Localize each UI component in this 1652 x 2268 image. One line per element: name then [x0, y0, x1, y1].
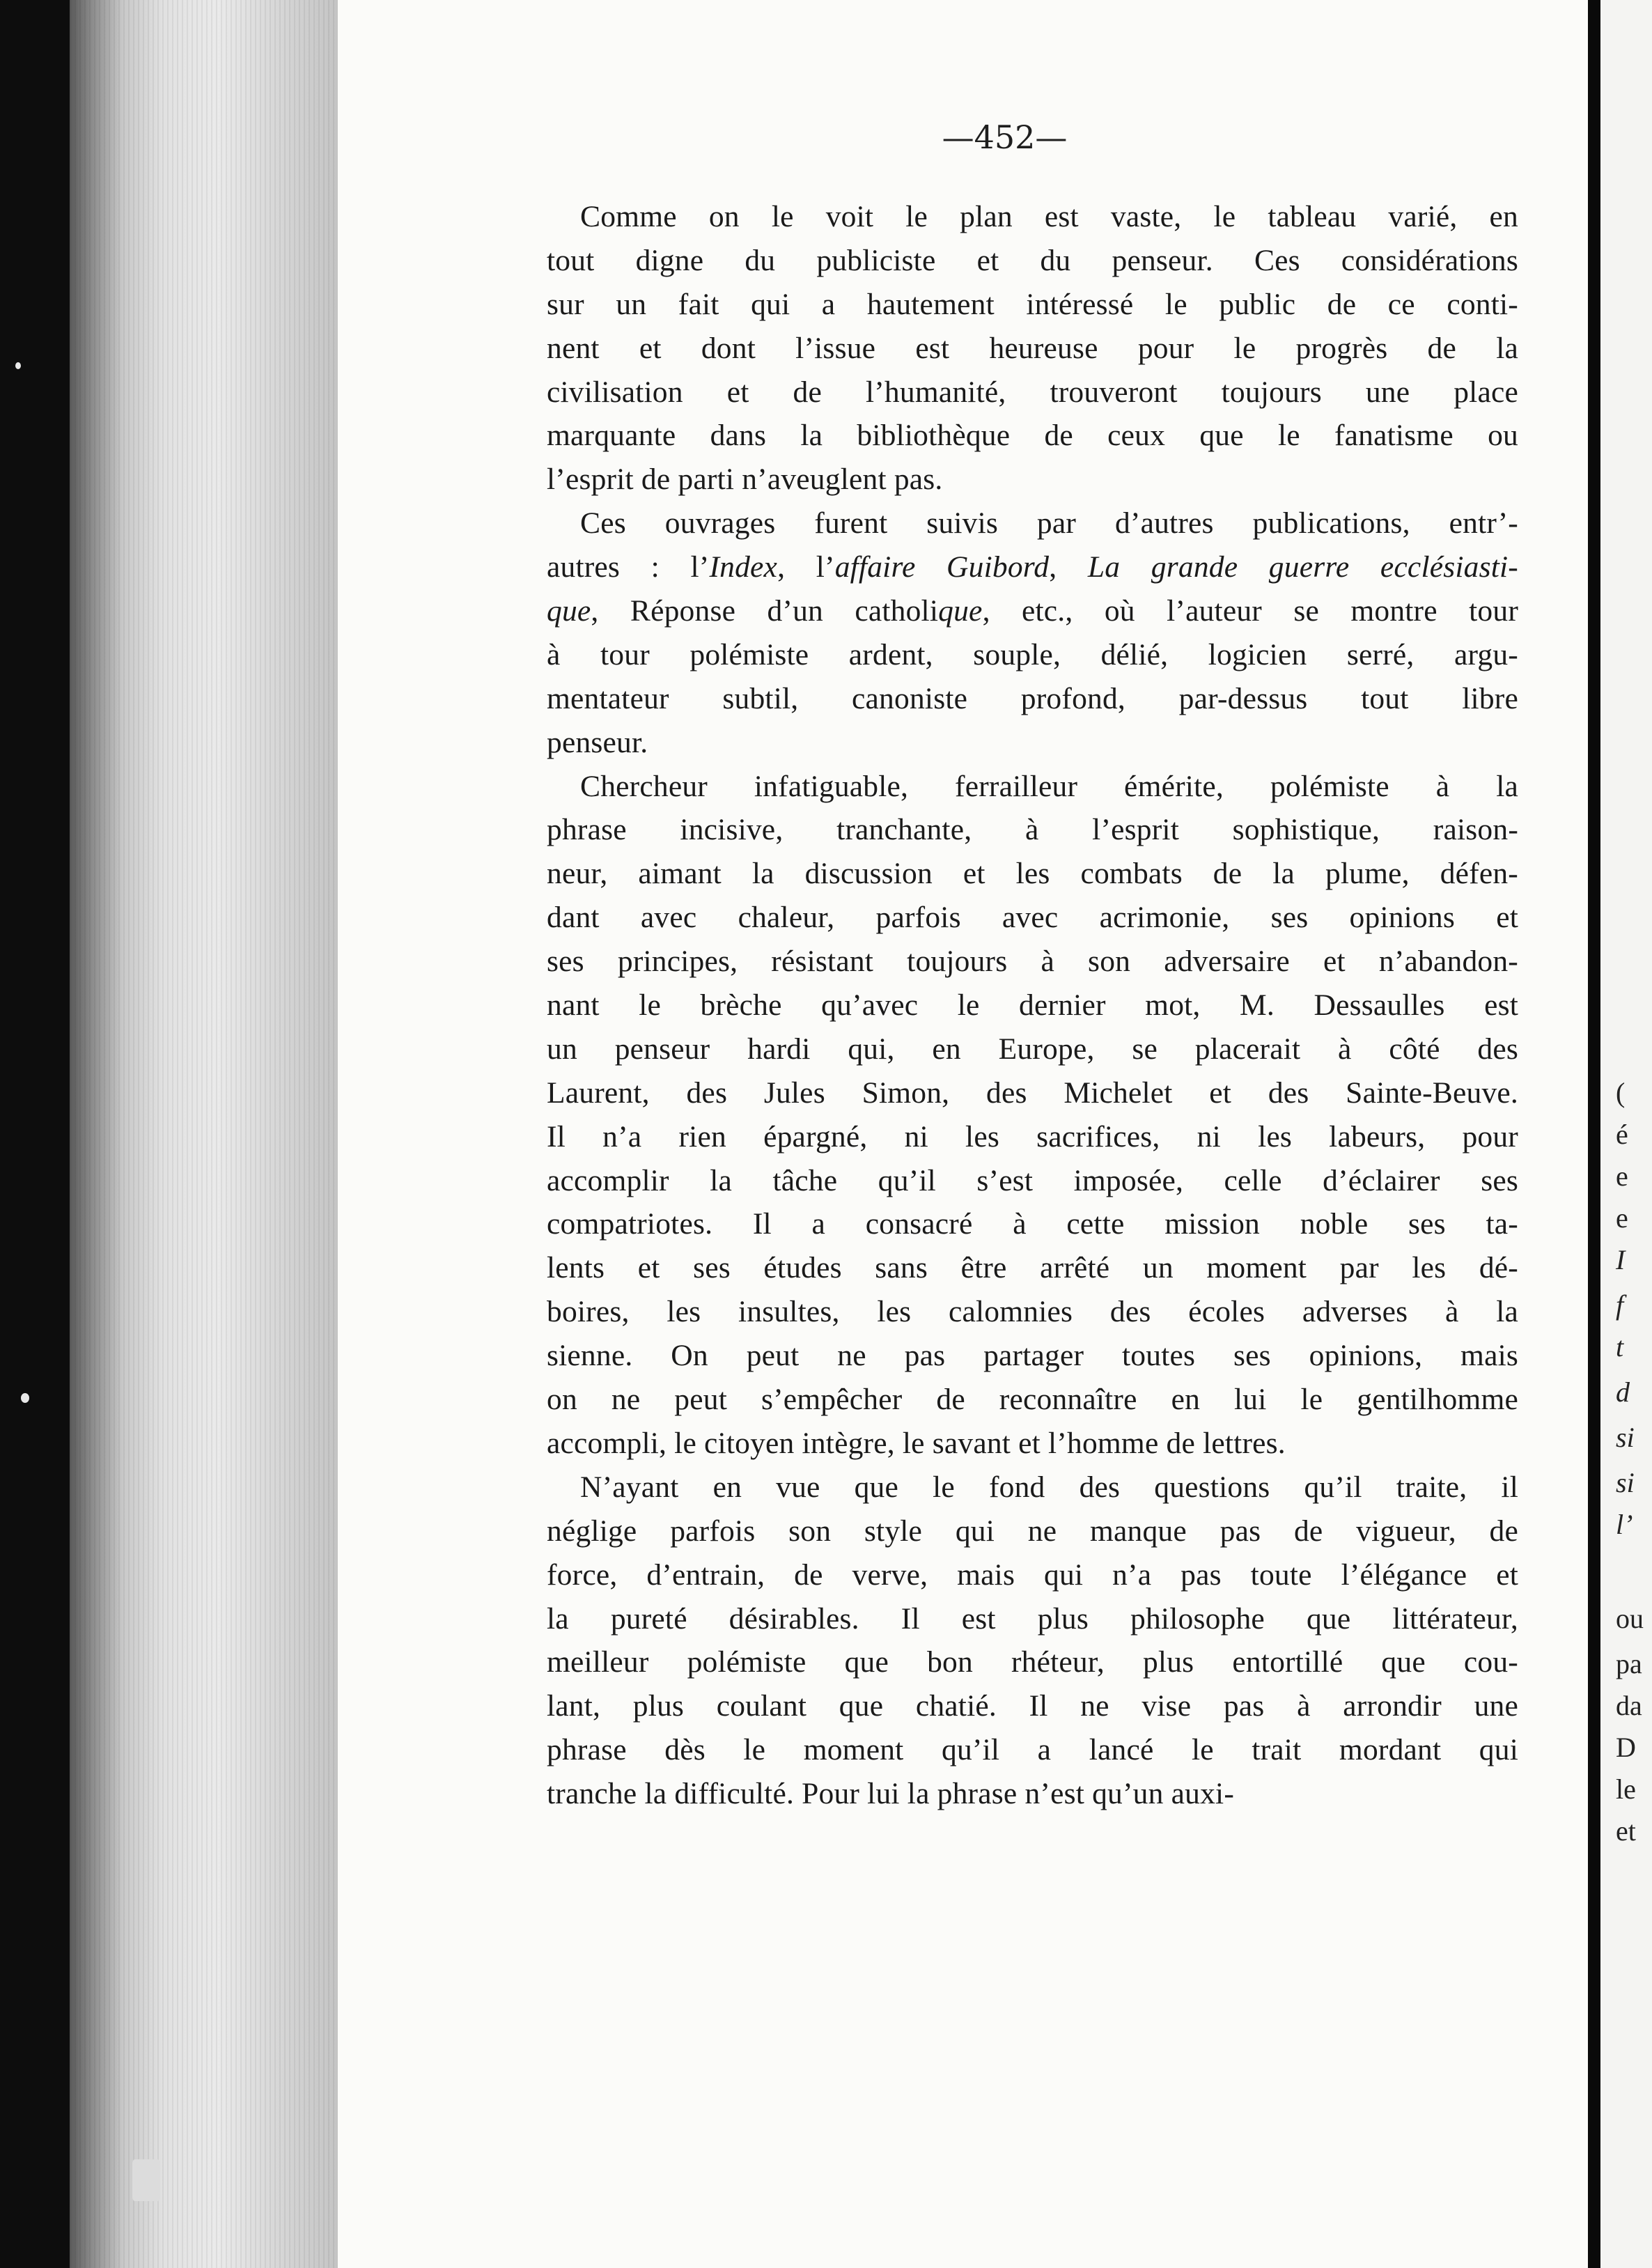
facing-page-letter: et: [1616, 1815, 1636, 1847]
text-line: dant avec chaleur, parfois avec acrimonie, ses opinions et: [547, 901, 1518, 935]
facing-page-fragment: [1600, 0, 1652, 2268]
text-line: Ces ouvrages furent suivis par d’autres publications, entr’-: [580, 506, 1518, 541]
facing-page-letter: ou: [1616, 1603, 1644, 1634]
text-line: meilleur polémiste que bon rhéteur, plus entortillé que cou-: [547, 1645, 1518, 1679]
text-line: lant, plus coulant que chatié. Il ne vise pas à arrondir une: [547, 1689, 1518, 1723]
text-line: nent et dont l’issue est heureuse pour le progrès de la: [547, 331, 1518, 365]
text-line: phrase incisive, tranchante, à l’esprit sophistique, raison-: [547, 813, 1518, 847]
text-line: N’ayant en vue que le fond des questions qu’il traite, il: [580, 1470, 1518, 1504]
facing-page-letter: si: [1616, 1422, 1635, 1453]
facing-page-letter: f: [1616, 1289, 1624, 1321]
paragraph: [547, 1466, 1518, 1816]
facing-page-letter: e: [1616, 1202, 1628, 1234]
text-line: tranche la difficulté. Pour lui la phrase n’est qu’un auxi-: [547, 1777, 1235, 1811]
text-line: Chercheur infatiguable, ferrailleur émérite, polémiste à la: [580, 769, 1518, 803]
text-line: marquante dans la bibliothèque de ceux que le fanatisme ou: [547, 419, 1518, 453]
text-line: force, d’entrain, de verve, mais qui n’a pas toute l’élégance et: [547, 1558, 1518, 1592]
text-line: boires, les insultes, les calomnies des écoles adverses à la: [547, 1295, 1518, 1329]
facing-page-letter: pa: [1616, 1648, 1642, 1679]
scan-speck: [15, 362, 21, 369]
text-line: neur, aimant la discussion et les combats de la plume, défen-: [547, 857, 1518, 891]
text-line: à tour polémiste ardent, souple, délié, logicien serré, argu-: [547, 637, 1518, 671]
paragraph: [547, 765, 1518, 1466]
text-line: phrase dès le moment qu’il a lancé le trait mordant qui: [547, 1733, 1518, 1767]
facing-page-letter: le: [1616, 1773, 1636, 1805]
text-line: accompli, le citoyen intègre, le savant et l’homme de lettres.: [547, 1426, 1286, 1460]
text-line: accomplir la tâche qu’il s’est imposée, celle d’éclairer ses: [547, 1163, 1518, 1197]
text-line: penseur.: [547, 725, 648, 759]
text-line: autres : l’Index, l’affaire Guibord, La grande guerre ecclésiasti-: [547, 550, 1518, 584]
text-line: que, Réponse d’un catholique, etc., où l’auteur se montre tour: [547, 594, 1518, 628]
page-number: —452—: [942, 118, 1068, 156]
text-line: l’esprit de parti n’aveuglent pas.: [547, 463, 943, 497]
text-line: la pureté désirables. Il est plus philosophe que littérateur,: [547, 1601, 1518, 1636]
facing-page-letter: t: [1616, 1331, 1624, 1362]
text-line: nant le brèche qu’avec le dernier mot, M. Dessaulles est: [547, 988, 1518, 1023]
text-line: Laurent, des Jules Simon, des Michelet et des Sainte-Beuve.: [547, 1075, 1518, 1110]
text-line: sienne. On peut ne pas partager toutes ses opinions, mais: [547, 1339, 1518, 1373]
facing-page-letter: l’: [1616, 1509, 1633, 1540]
body-text: [547, 195, 1518, 1816]
text-line: un penseur hardi qui, en Europe, se placerait à côté des: [547, 1032, 1518, 1066]
text-line: on ne peut s’empêcher de reconnaître en lui le gentilhomme: [547, 1383, 1518, 1417]
facing-page-letter: é: [1616, 1119, 1628, 1150]
text-line: néglige parfois son style qui ne manque pas de vigueur, de: [547, 1514, 1518, 1548]
scan-speck: [132, 2159, 160, 2201]
text-line: mentateur subtil, canoniste profond, par-dessus tout libre: [547, 681, 1518, 715]
text-line: tout digne du publiciste et du penseur. Ces considérations: [547, 243, 1518, 277]
paragraph: [547, 502, 1518, 764]
book-edge: [70, 0, 338, 2268]
text-line: compatriotes. Il a consacré à cette mission noble ses ta-: [547, 1207, 1518, 1241]
text-line: ses principes, résistant toujours à son adversaire et n’abandon-: [547, 945, 1518, 979]
facing-page-letter: D: [1616, 1732, 1636, 1763]
facing-page-letter: e: [1616, 1160, 1628, 1192]
text-line: Comme on le voit le plan est vaste, le tableau varié, en: [580, 200, 1518, 233]
text-line: civilisation et de l’humanité, trouveront toujours une place: [547, 375, 1518, 409]
facing-page-letter: si: [1616, 1467, 1635, 1498]
scan-speck: [21, 1393, 29, 1403]
paragraph: [547, 195, 1518, 502]
text-line: Il n’a rien épargné, ni les sacrifices, ni les labeurs, pour: [547, 1119, 1518, 1154]
facing-page-letter: I: [1616, 1244, 1626, 1275]
page-gutter: [1588, 0, 1600, 2268]
book-page: [338, 0, 1588, 2268]
text-line: lents et ses études sans être arrêté un moment par les dé-: [547, 1251, 1518, 1285]
text-line: sur un fait qui a hautement intéressé le public de ce conti-: [547, 287, 1518, 321]
facing-page-letter: d: [1616, 1376, 1630, 1408]
facing-page-letter: da: [1616, 1690, 1642, 1721]
facing-page-letter: (: [1616, 1077, 1626, 1108]
